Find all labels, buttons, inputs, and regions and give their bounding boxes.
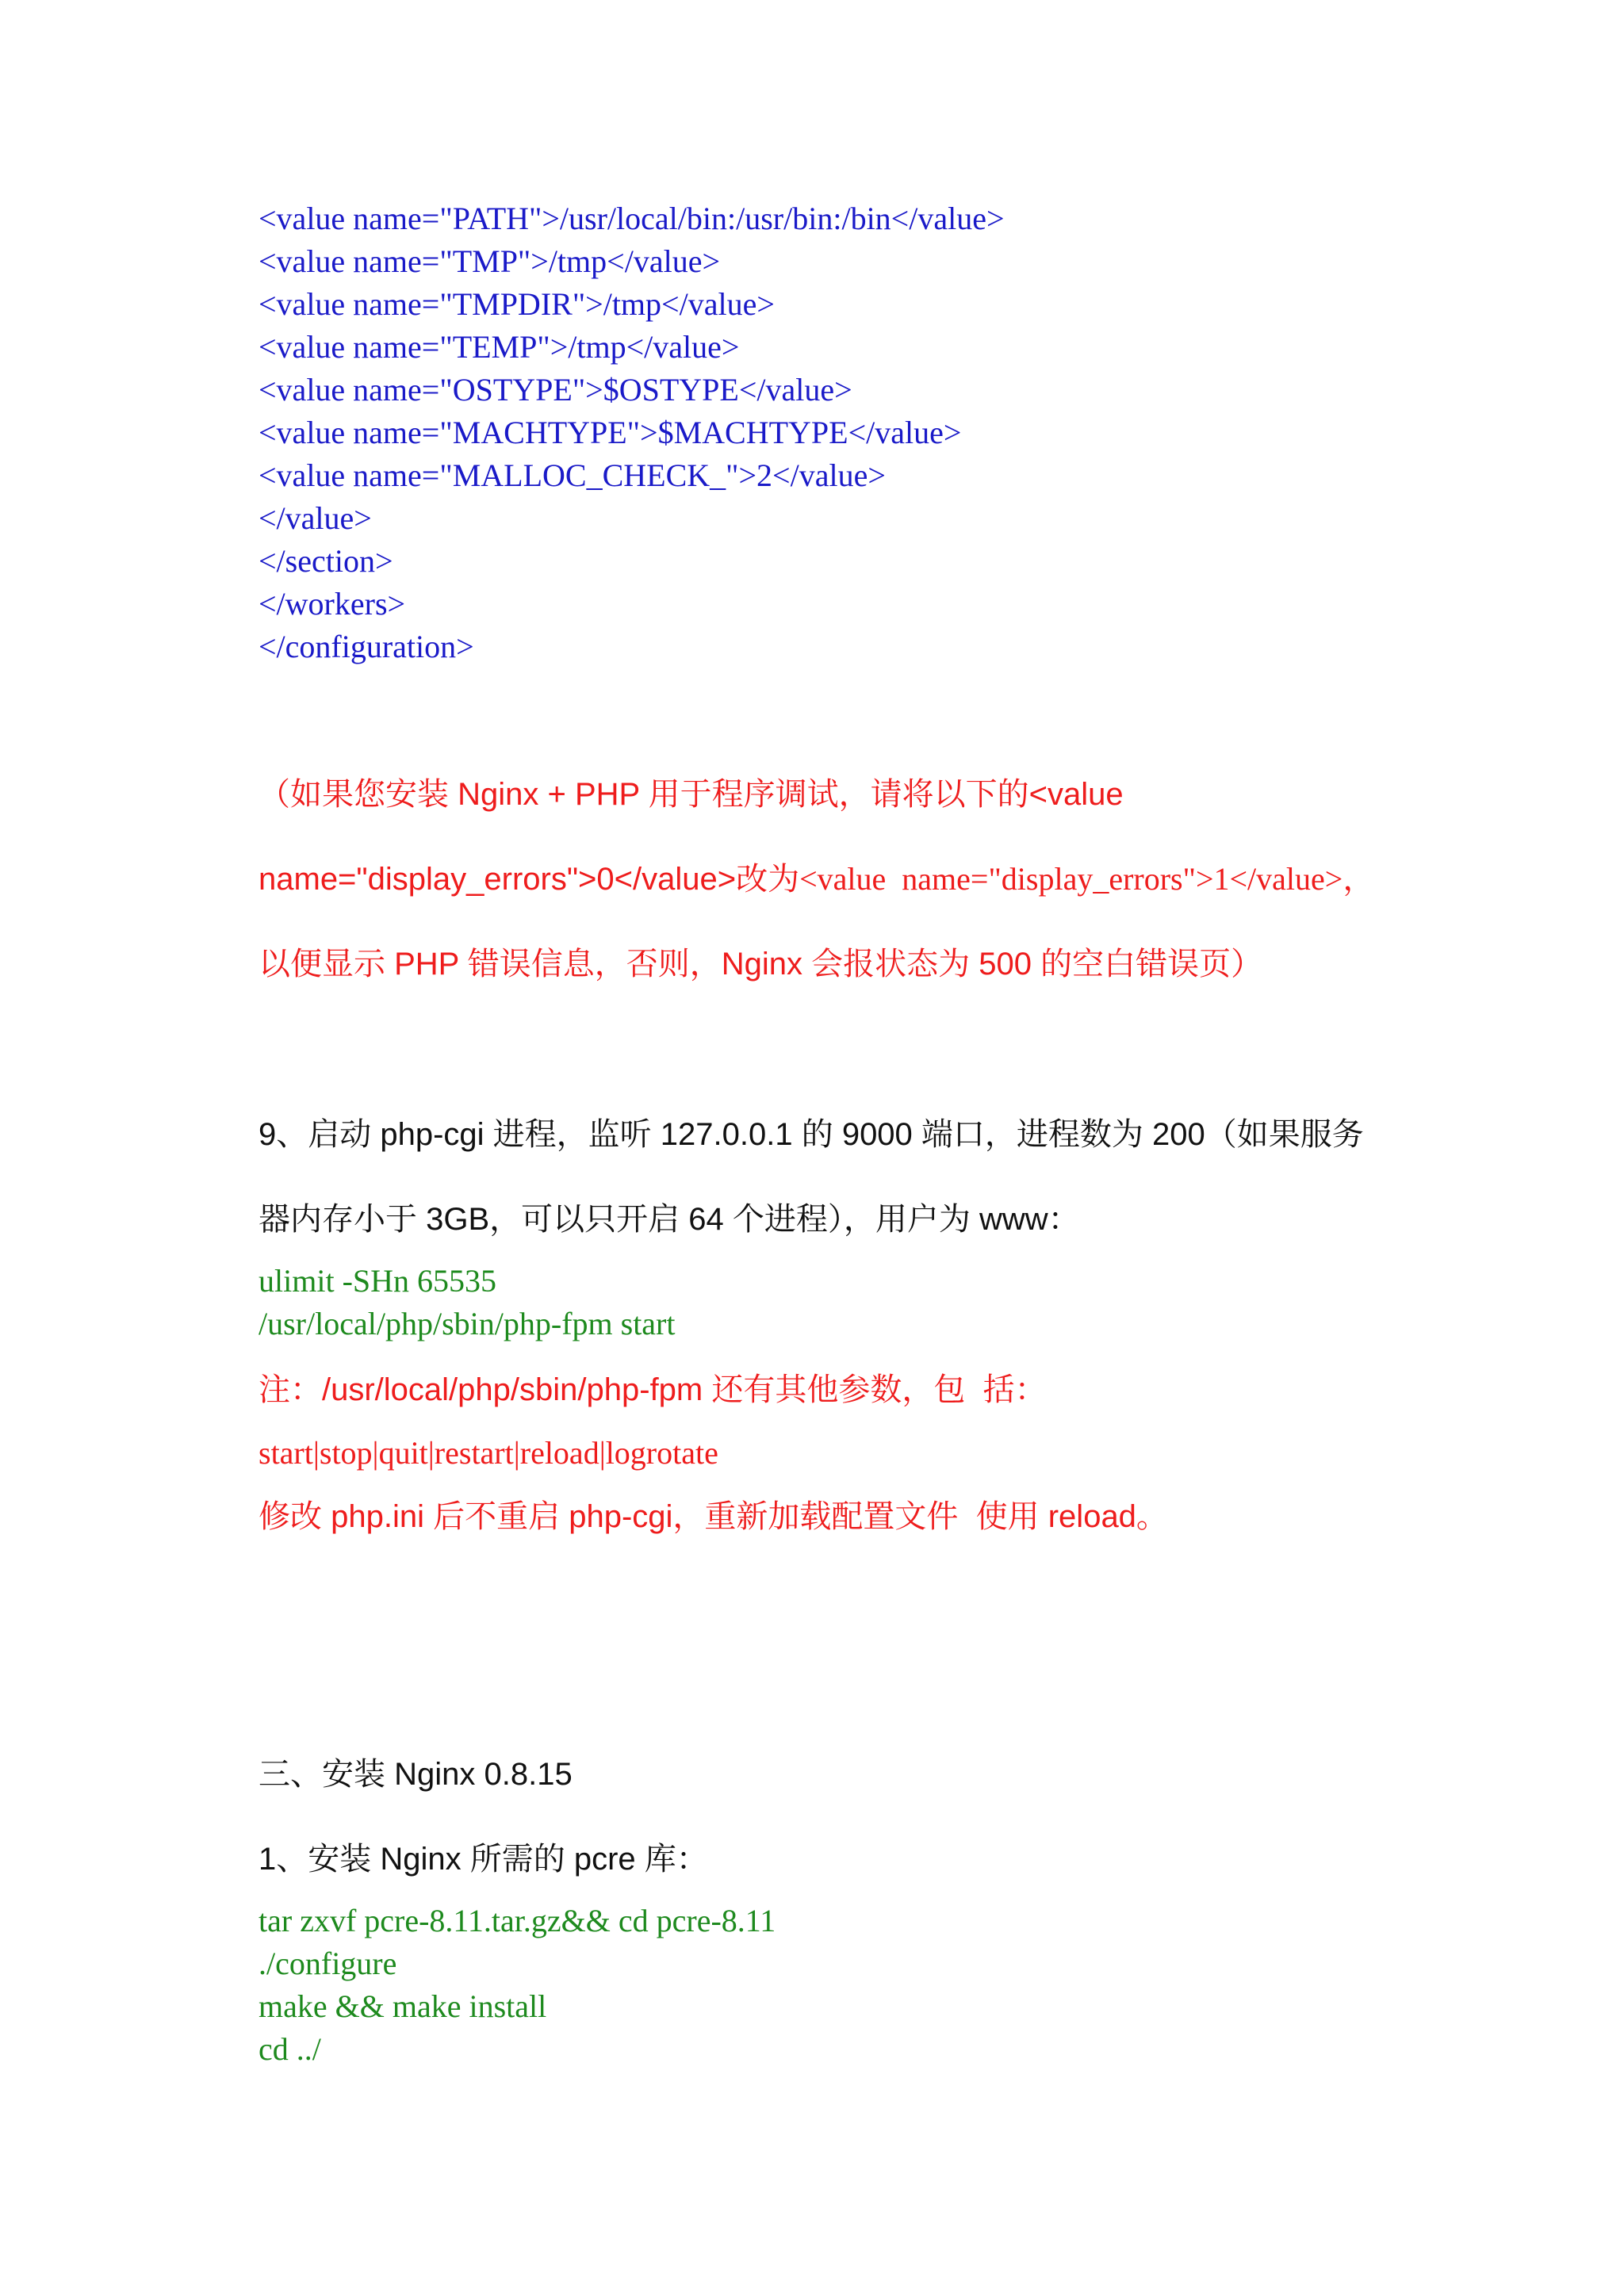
params-list-line: start|stop|quit|restart|reload|logrotate: [259, 1435, 718, 1471]
step9-heading-line: 器内存小于 3GB，可以只开启 64 个进程），用户为 www：: [259, 1202, 1080, 1237]
params-note-line: 注：/usr/local/php/sbin/php-fpm 还有其他参数，包 括：: [259, 1372, 1047, 1407]
config-line: <value name="TMP">/tmp</value>: [259, 243, 721, 279]
step9-heading-line: 9、启动 php-cgi 进程，监听 127.0.0.1 的 9000 端口，进程数为 200（如果服务: [259, 1117, 1364, 1152]
debug-note-text: name="display_errors">0</value>改为: [259, 862, 800, 897]
reload-note-line: 修改 php.ini 后不重启 php-cgi，重新加载配置文件 使用 reload。: [259, 1499, 1168, 1534]
config-line: <value name="TEMP">/tmp</value>: [259, 329, 740, 365]
section-title: 三、安装 Nginx 0.8.15: [259, 1757, 573, 1792]
debug-note-line: 以便显示 PHP 错误信息，否则，Nginx 会报状态为 500 的空白错误页）: [259, 947, 1263, 982]
debug-note-punct: ，: [1342, 862, 1375, 897]
step1-heading: 1、安装 Nginx 所需的 pcre 库：: [259, 1842, 708, 1877]
config-line: <value name="TMPDIR">/tmp</value>: [259, 286, 775, 322]
code-line: ./configure: [259, 1946, 397, 1981]
config-line: <value name="MACHTYPE">$MACHTYPE</value>: [259, 415, 962, 450]
code-line: cd ../: [259, 2031, 321, 2067]
config-line: <value name="OSTYPE">$OSTYPE</value>: [259, 372, 852, 408]
config-line: </workers>: [259, 586, 406, 622]
config-line: </configuration>: [259, 629, 474, 664]
config-line: </value>: [259, 500, 372, 536]
debug-note-line: （如果您安装 Nginx + PHP 用于程序调试，请将以下的<value: [259, 777, 1124, 812]
code-line: tar zxvf pcre-8.11.tar.gz&& cd pcre-8.11: [259, 1903, 776, 1938]
debug-note-code: <value name="display_errors">1</value>: [799, 861, 1343, 897]
code-line: make && make install: [259, 1988, 547, 2024]
config-line: <value name="MALLOC_CHECK_">2</value>: [259, 457, 886, 493]
config-line: <value name="PATH">/usr/local/bin:/usr/bin:/bin</value>: [259, 201, 1005, 236]
debug-note-line: [259, 863, 1374, 895]
code-line: ulimit -SHn 65535: [259, 1263, 497, 1299]
code-line: /usr/local/php/sbin/php-fpm start: [259, 1306, 676, 1341]
config-line: </section>: [259, 543, 393, 579]
